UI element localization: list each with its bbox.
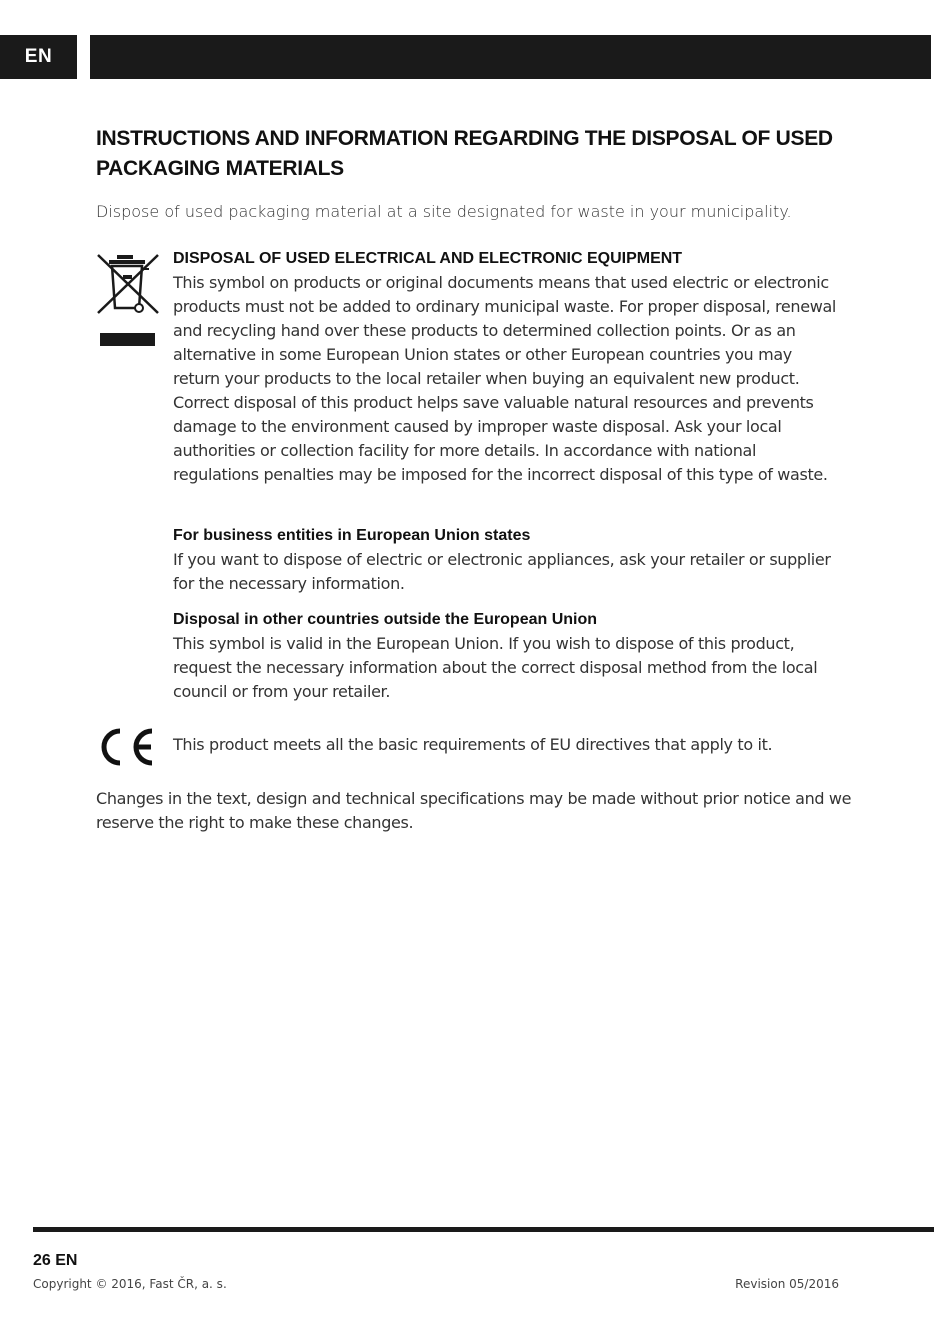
weee-heading: DISPOSAL OF USED ELECTRICAL AND ELECTRONIC EQUIPMENT <box>173 250 683 267</box>
revision: Revision 05/2016 <box>735 1277 839 1291</box>
business-body: If you want to dispose of electric or electronic appliances, ask your retailer or supplier for the necessary information. <box>173 550 831 593</box>
footer-divider <box>33 1227 934 1232</box>
changes-notice: Changes in the text, design and technical specifications may be made without prior notice and we reserve the right to make these changes. <box>96 789 852 832</box>
ce-statement: This product meets all the basic requirements of EU directives that apply to it. <box>173 735 773 754</box>
packaging-disposal-intro: Dispose of used packaging material at a site designated for waste in your municipality. <box>96 202 792 221</box>
header-bar <box>90 35 931 79</box>
business-section <box>173 524 843 596</box>
language-tab: EN <box>0 35 77 79</box>
page-number: 26 EN <box>33 1252 78 1269</box>
outside-eu-section <box>173 608 843 704</box>
copyright: Copyright © 2016, Fast ČR, a. s. <box>33 1277 227 1291</box>
ce-mark-icon <box>96 727 158 767</box>
business-heading: For business entities in European Union states <box>173 527 531 544</box>
weee-body: This symbol on products or original documents means that used electric or electronic products must not be added to ordinary municipal waste. For proper disposal, renewal and recycling hand over these products to determined collection points. Or as an alternative in some European Union states or other European countries you may return your products to the local retailer when buying an equivalent new product. Correct disposal of this product helps save valuable natural resources and prevents damage to the environment caused by improper waste disposal. Ask your local authorities or collection facility for more details. In accordance with national regulations penalties may be imposed for the incorrect disposal of this type of waste. <box>173 273 836 484</box>
outside-eu-heading: Disposal in other countries outside the European Union <box>173 611 598 628</box>
page-title: INSTRUCTIONS AND INFORMATION REGARDING THE DISPOSAL OF USED PACKAGING MATERIALS <box>96 127 833 180</box>
outside-eu-body: This symbol is valid in the European Union. If you wish to dispose of this product, request the necessary information about the correct disposal method from the local council or from your retailer. <box>173 634 818 701</box>
weee-section <box>173 247 843 487</box>
crossed-out-wheelie-bin-icon <box>95 251 163 351</box>
